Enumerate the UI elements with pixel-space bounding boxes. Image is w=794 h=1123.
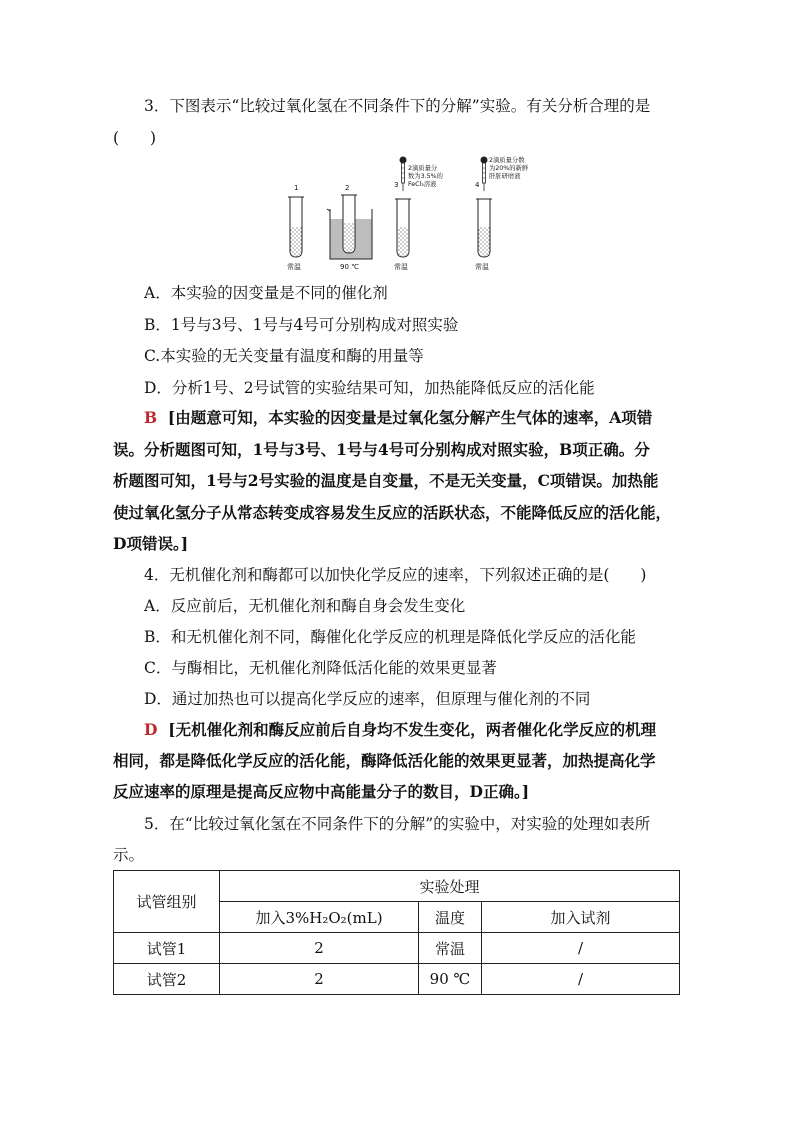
tube3 xyxy=(395,199,411,257)
tube4 xyxy=(476,199,492,257)
q3-option-a: A．本实验的因变量是不同的催化剂 xyxy=(144,284,388,302)
q3-explanation-line1 xyxy=(144,408,652,428)
tube4-number: 4 xyxy=(475,181,480,189)
q4-option-a: A．反应前后，无机催化剂和酶自身会发生变化 xyxy=(144,597,466,615)
tube3-condition: 常温 xyxy=(394,263,408,271)
q4-option-c: C．与酶相比，无机催化剂降低活化能的效果更显著 xyxy=(144,659,497,677)
table-row xyxy=(114,964,680,995)
tube3-number: 3 xyxy=(394,181,399,189)
tube2-condition: 90 ℃ xyxy=(340,263,359,271)
q3-stem-text: 3．下图表示“比较过氧化氢在不同条件下的分解”实验。有关分析合理的是 xyxy=(144,97,651,115)
q3-option-b: B．1号与3号、1号与4号可分别构成对照实验 xyxy=(144,316,459,334)
dropper3 xyxy=(400,157,407,192)
experiment-table xyxy=(113,870,680,995)
q3-option-d: D．分析1号、2号试管的实验结果可知，加热能降低反应的活化能 xyxy=(144,379,595,397)
header-reagent: 加入试剂 xyxy=(482,902,680,933)
q3-answer: B xyxy=(144,408,158,427)
cell-temp: 90 ℃ xyxy=(419,964,482,995)
cell-reagent: / xyxy=(482,933,680,964)
cell-reagent: / xyxy=(482,964,680,995)
q4-option-b: B．和无机催化剂不同，酶催化化学反应的机理是降低化学反应的活化能 xyxy=(144,628,636,646)
tube2-number: 2 xyxy=(345,184,350,192)
q4-option-d: D．通过加热也可以提高化学反应的速率，但原理与催化剂的不同 xyxy=(144,690,591,708)
q3-explanation-line3: 析题图可知，1号与2号实验的温度是自变量，不是无关变量，C项错误。加热能 xyxy=(113,471,659,490)
q3-explanation-line5: D项错误。] xyxy=(113,534,189,553)
cell-name: 试管1 xyxy=(114,933,220,964)
q3-stem-line1 xyxy=(144,96,679,116)
tube4-condition: 常温 xyxy=(475,263,489,271)
test-tube-figure xyxy=(282,153,532,275)
q3-explanation-line2: 误。分析题图可知，1号与3号、1号与4号可分别构成对照实验，B项正确。分 xyxy=(113,440,650,459)
q3-option-c: C.本实验的无关变量有温度和酶的用量等 xyxy=(144,347,424,365)
q4-stem: 4．无机催化剂和酶都可以加快化学反应的速率，下列叙述正确的是( ) xyxy=(144,566,647,584)
q5-stem-line2: 示。 xyxy=(113,846,145,864)
cell-h2o2: 2 xyxy=(220,964,419,995)
q4-explanation-line3: 反应速率的原理是提高反应物中高能量分子的数目，D正确。] xyxy=(113,782,530,801)
cell-h2o2: 2 xyxy=(220,933,419,964)
tube1-number: 1 xyxy=(294,184,299,192)
tube3-reagent-note: 2滴质量分 数为3.5%的 FeCl₃溶液 xyxy=(408,165,443,188)
dropper4 xyxy=(481,157,488,192)
q3-stem-line2: ( ) xyxy=(113,129,157,147)
header-h2o2: 加入3%H₂O₂(mL) xyxy=(220,902,419,933)
q3-explanation-line4: 使过氧化氢分子从常态转变成容易发生反应的活跃状态，不能降低反应的活化能， xyxy=(113,503,672,522)
header-treatment: 实验处理 xyxy=(220,871,680,902)
q4-answer: D xyxy=(144,720,158,739)
q3-exp1: [由题意可知，本实验的因变量是过氧化氢分解产生气体的速率，A项错 xyxy=(167,408,653,427)
cell-name: 试管2 xyxy=(114,964,220,995)
cell-temp: 常温 xyxy=(419,933,482,964)
tube1-condition: 常温 xyxy=(287,263,301,271)
header-group: 试管组别 xyxy=(114,871,220,933)
header-temperature: 温度 xyxy=(419,902,482,933)
tube4-reagent-note: 2滴质量分数 为20%的新鲜 肝脏研磨液 xyxy=(489,157,529,180)
q4-explanation-line2: 相同，都是降低化学反应的活化能，酶降低活化能的效果更显著，加热提高化学 xyxy=(113,751,656,770)
table-row xyxy=(114,933,680,964)
q5-stem-line1: 5．在“比较过氧化氢在不同条件下的分解”的实验中，对实验的处理如表所 xyxy=(144,815,651,833)
q4-explanation-line1 xyxy=(144,720,656,740)
q4-exp1: [无机催化剂和酶反应前后自身均不发生变化，两者催化化学反应的机理 xyxy=(168,720,657,739)
tube1 xyxy=(288,197,304,257)
tube2 xyxy=(341,195,357,253)
